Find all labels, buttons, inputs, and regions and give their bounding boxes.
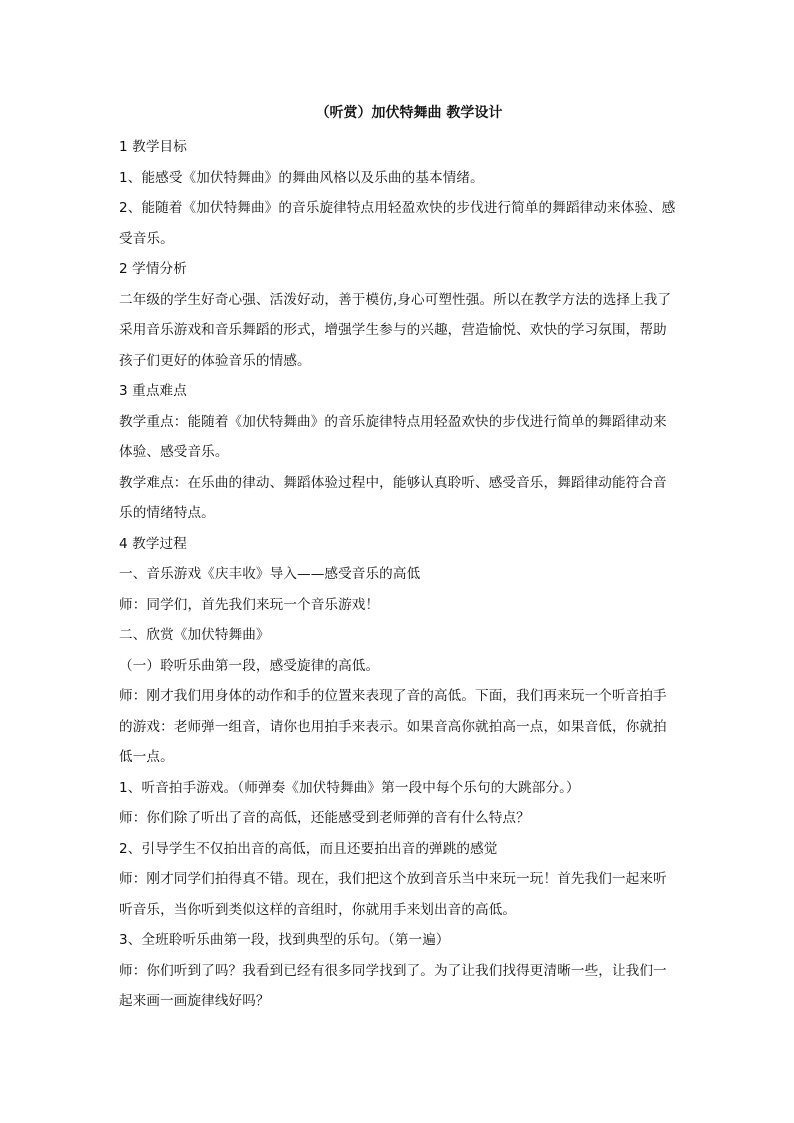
activity-item-3: 3、全班聆听乐曲第一段，找到典型的乐句。（第一遍） xyxy=(119,932,450,948)
section-heading-key-points: 3 重点难点 xyxy=(119,383,187,399)
section-heading-objectives: 1 教学目标 xyxy=(119,139,187,155)
analysis-paragraph: 二年级的学生好奇心强、活泼好动，善于模仿,身心可塑性强。所以在教学方法的选择上我了采用音乐游戏和音乐舞蹈的形式，增强学生参与的兴趣，营造愉悦、欢快的学习氛围，帮助孩子们更好的体验音乐的情感。 xyxy=(119,291,672,369)
section-heading-process: 4 教学过程 xyxy=(119,535,187,552)
teacher-line-5: 师：你们听到了吗？我看到已经有很多同学找到了。为了让我们找得更清晰一些，让我们一起来画一画旋律线好吗？ xyxy=(119,962,667,1009)
objective-item-1: 1、能感受《加伏特舞曲》的舞曲风格以及乐曲的基本情绪。 xyxy=(119,169,484,186)
document-page xyxy=(119,103,679,1017)
section-heading-analysis: 2 学情分析 xyxy=(119,261,187,277)
sub-step-1: （一）聆听乐曲第一段，感受旋律的高低。 xyxy=(119,657,380,674)
document-title: （听赏）加伏特舞曲 教学设计 xyxy=(315,105,503,121)
teacher-line-4: 师：刚才同学们拍得真不错。现在，我们把这个放到音乐当中来玩一玩！首先我们一起来听听音乐，当你听到类似这样的音组时，你就用手来划出音的高低。 xyxy=(119,871,667,918)
teacher-line-2: 师：刚才我们用身体的动作和手的位置来表现了音的高低。下面，我们再来玩一个听音拍手的游戏：老师弹一组音，请你也用拍手来表示。如果音高你就拍高一点，如果音低，你就拍低一点。 xyxy=(119,688,667,765)
teacher-line-3: 师：你们除了听出了音的高低，还能感受到老师弹的音有什么特点？ xyxy=(119,810,530,826)
difficulty-paragraph: 教学难点：在乐曲的律动、舞蹈体验过程中，能够认真聆听、感受音乐，舞蹈律动能符合音乐的情绪特点。 xyxy=(119,474,667,521)
teacher-line-1: 师：同学们，首先我们来玩一个音乐游戏！ xyxy=(119,596,380,613)
activity-item-1: 1、听音拍手游戏。（师弹奏《加伏特舞曲》第一段中每个乐句的大跳部分。） xyxy=(119,779,580,796)
activity-item-2: 2、引导学生不仅拍出音的高低，而且还要拍出音的弹跳的感觉 xyxy=(119,840,498,857)
key-point-paragraph: 教学重点：能随着《加伏特舞曲》的音乐旋律特点用轻盈欢快的步伐进行简单的舞蹈律动来体验、感受音乐。 xyxy=(119,413,667,460)
process-step-2: 二、欣赏《加伏特舞曲》 xyxy=(119,627,270,643)
objective-item-2: 2、能随着《加伏特舞曲》的音乐旋律特点用轻盈欢快的步伐进行简单的舞蹈律动来体验、感受音乐。 xyxy=(119,200,676,247)
process-step-1: 一、音乐游戏《庆丰收》导入——感受音乐的高低 xyxy=(119,566,421,582)
